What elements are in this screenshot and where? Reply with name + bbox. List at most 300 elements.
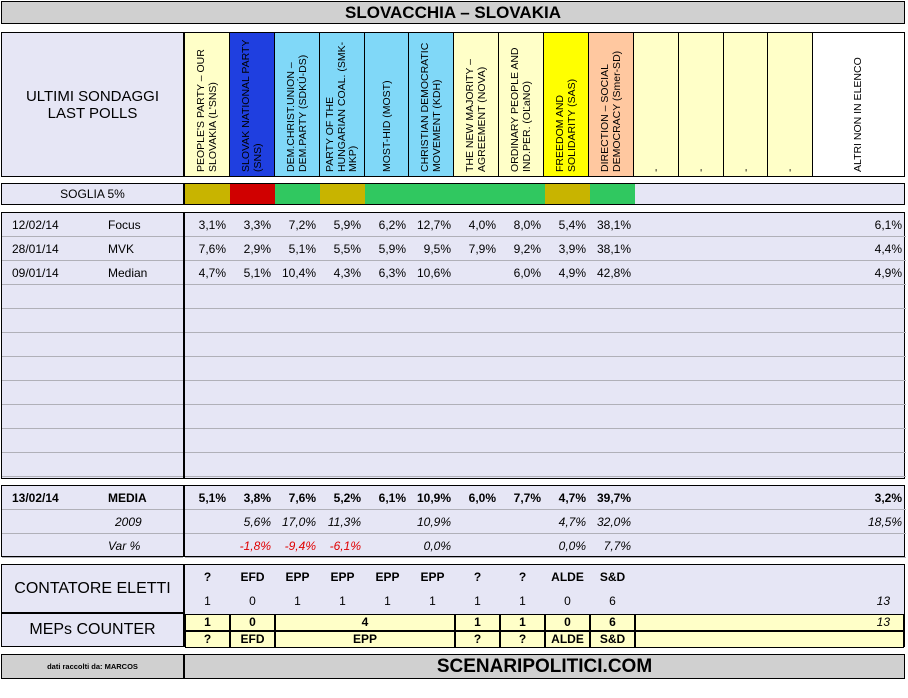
counter-merged_seats-cell: 6: [590, 614, 635, 631]
party-name: THE NEW MAJORITY – AGREEMENT (NOVA): [464, 59, 488, 172]
empty-cell: [320, 429, 365, 453]
poll-cell: [455, 261, 500, 285]
empty-row-label: [2, 381, 183, 405]
empty-cell: [770, 405, 815, 429]
party-name: PARTY OF THE HUNGARIAN COAL. (SMK-MKP): [323, 41, 359, 172]
counter-total: 13: [876, 594, 890, 608]
empty-row-label: [2, 333, 183, 357]
empty-cell: [635, 405, 680, 429]
empty-cell: [500, 309, 545, 333]
party-name: SLOVAK NATIONAL PARTY (SNS): [239, 39, 264, 172]
poll-cell: 5,9%: [365, 237, 410, 261]
empty-cell: [635, 381, 680, 405]
media-row-cell: [770, 486, 815, 510]
party-header-14: [813, 33, 904, 176]
threshold-label-box: [1, 183, 184, 205]
empty-cell: [770, 309, 815, 333]
party-name: ORDINARY PEOPLE AND IND.PER. (OĽaNO): [509, 47, 533, 172]
counter-rest: [635, 631, 904, 648]
counter-groups-cell: EPP: [375, 570, 400, 584]
empty-row-label: [2, 309, 183, 333]
counter-label-1-box: [1, 564, 184, 613]
empty-cell: [680, 357, 725, 381]
empty-cell: [410, 285, 455, 309]
empty-cell: [545, 285, 590, 309]
header-left: [1, 32, 184, 177]
poll-row-label: [2, 213, 183, 237]
empty-cell: [365, 357, 410, 381]
empty-cell: [410, 309, 455, 333]
var-row-cell: 0,0%: [410, 534, 455, 558]
counter-merged_seats-cell: 1: [500, 614, 545, 631]
poll-cell: [770, 237, 815, 261]
poll-cell: [635, 213, 680, 237]
empty-cell: [635, 333, 680, 357]
poll-source: Focus: [108, 218, 141, 232]
empty-cell: [770, 285, 815, 309]
party-header-9: [589, 33, 634, 176]
counter-merged_groups-cell: ALDE: [545, 631, 590, 648]
empty-cell: [635, 429, 680, 453]
poll-cell: 7,2%: [275, 213, 320, 237]
var-row-cell: [365, 534, 410, 558]
media-row-cell: [635, 486, 680, 510]
threshold-label: SOGLIA 5%: [60, 187, 125, 201]
counter-merged_groups-cell: S&D: [590, 631, 635, 648]
footer-credit: dati raccolti da: MARCOS: [47, 662, 138, 671]
poll-row-label: [2, 237, 183, 261]
empty-cell: [680, 333, 725, 357]
counter-merged_seats-cell: 0: [545, 614, 590, 631]
empty-cell: [185, 285, 230, 309]
empty-cell: [410, 405, 455, 429]
party-header-0: [185, 33, 230, 176]
empty-cell: [275, 357, 320, 381]
empty-cell: [725, 285, 770, 309]
poll-cell: [725, 237, 770, 261]
var-row-cell: -9,4%: [275, 534, 320, 558]
footer-credit-box: [1, 654, 184, 679]
threshold-cell-7: [500, 184, 545, 204]
poll-cell: [680, 213, 725, 237]
empty-cell: [725, 381, 770, 405]
prev-row-text: 2009: [115, 515, 142, 529]
party-name: -: [694, 168, 707, 172]
empty-cell: [320, 357, 365, 381]
empty-cell: [230, 453, 275, 477]
empty-cell: [545, 357, 590, 381]
prev-row-cell: 10,9%: [410, 510, 455, 534]
empty-cell: [230, 405, 275, 429]
party-header-13: [768, 33, 813, 176]
empty-cell: [680, 381, 725, 405]
empty-cell: [275, 309, 320, 333]
party-header-1: [230, 33, 275, 176]
empty-cell: [500, 453, 545, 477]
poll-cell: 4,0%: [455, 213, 500, 237]
threshold-cell-6: [455, 184, 500, 204]
poll-cell: 9,2%: [500, 237, 545, 261]
empty-cell: [680, 453, 725, 477]
threshold-row: [184, 183, 905, 205]
counter-groups-cell: ?: [518, 570, 527, 584]
counter-right: [184, 564, 905, 647]
poll-source: Median: [108, 266, 148, 280]
counter-label-2-box: [1, 613, 184, 647]
var-row-cell: [455, 534, 500, 558]
empty-cell: [455, 381, 500, 405]
empty-cell: [230, 357, 275, 381]
threshold-cell-3: [320, 184, 365, 204]
prev-row-cell: 4,7%: [545, 510, 590, 534]
empty-cell: [770, 453, 815, 477]
empty-cell: [410, 429, 455, 453]
empty-row-label: [2, 357, 183, 381]
counter-seats-cell: 1: [339, 594, 346, 608]
header-line1: ULTIMI SONDAGGI: [25, 87, 160, 105]
threshold-cell-8: [545, 184, 590, 204]
poll-cell: 38,1%: [590, 237, 635, 261]
empty-cell: [725, 453, 770, 477]
media-row-cell: [725, 486, 770, 510]
footer-site: SCENARIPOLITICI.COM: [436, 655, 653, 677]
poll-cell: 5,4%: [545, 213, 590, 237]
empty-cell: [185, 453, 230, 477]
poll-cell: 7,9%: [455, 237, 500, 261]
counter-merged_seats-cell: 1: [455, 614, 500, 631]
header-line2: LAST POLLS: [47, 104, 138, 122]
counter-merged_seats-cell: 4: [275, 614, 455, 631]
counter-merged_seats-cell: 0: [230, 614, 275, 631]
empty-cell: [455, 357, 500, 381]
empty-cell: [815, 309, 906, 333]
counter-rest: [635, 614, 904, 631]
party-name: -: [784, 168, 797, 172]
prev-row-cell: [635, 510, 680, 534]
poll-cell: 4,9%: [815, 261, 906, 285]
prev-row-cell: [680, 510, 725, 534]
var-row-cell: [635, 534, 680, 558]
empty-cell: [275, 285, 320, 309]
empty-cell: [635, 285, 680, 309]
counter-label-2: MEPs COUNTER: [29, 621, 156, 638]
counter-seats-cell: 1: [294, 594, 301, 608]
var-row-cell: 0,0%: [545, 534, 590, 558]
empty-cell: [725, 357, 770, 381]
empty-cell: [770, 381, 815, 405]
empty-cell: [590, 285, 635, 309]
empty-cell: [365, 309, 410, 333]
empty-cell: [725, 309, 770, 333]
media-date: 13/02/14: [12, 491, 59, 505]
party-header-4: [365, 33, 410, 176]
empty-cell: [455, 405, 500, 429]
poll-cell: 5,5%: [320, 237, 365, 261]
empty-cell: [230, 429, 275, 453]
empty-cell: [815, 357, 906, 381]
empty-cell: [545, 333, 590, 357]
party-name: -: [649, 168, 662, 172]
counter-groups-cell: EPP: [420, 570, 445, 584]
poll-cell: 6,3%: [365, 261, 410, 285]
poll-cell: 10,4%: [275, 261, 320, 285]
poll-date: 09/01/14: [12, 266, 59, 280]
empty-cell: [365, 453, 410, 477]
counter-merged_groups-cell: EPP: [275, 631, 455, 648]
counter-groups-cell: ?: [473, 570, 482, 584]
counter-groups-cell: EPP: [285, 570, 310, 584]
polls-left: [1, 212, 184, 479]
empty-cell: [725, 405, 770, 429]
empty-cell: [230, 285, 275, 309]
counter-merged_seats-cell: 1: [185, 614, 230, 631]
empty-cell: [230, 309, 275, 333]
party-name: ALTRI NON IN ELENCO: [852, 57, 864, 172]
party-header-2: [275, 33, 320, 176]
empty-cell: [545, 381, 590, 405]
summary-right: [184, 485, 905, 557]
empty-cell: [680, 405, 725, 429]
media-row-cell: 6,1%: [365, 486, 410, 510]
media-label: MEDIA: [108, 491, 147, 505]
empty-cell: [320, 285, 365, 309]
media-row-cell: [680, 486, 725, 510]
poll-cell: 38,1%: [590, 213, 635, 237]
empty-cell: [545, 429, 590, 453]
party-name: DEM.CHRIST.UNION – DEM.PARTY (SDKÚ-DS): [284, 54, 309, 172]
media-row-cell: 6,0%: [455, 486, 500, 510]
threshold-cell-4: [365, 184, 410, 204]
prev-row-cell: [500, 510, 545, 534]
prev-row-cell: 18,5%: [815, 510, 906, 534]
empty-cell: [545, 453, 590, 477]
var-row-cell: -1,8%: [230, 534, 275, 558]
counter-seats-cell: 0: [564, 594, 571, 608]
counter-merged_groups-cell: ?: [185, 631, 230, 648]
empty-cell: [635, 357, 680, 381]
empty-cell: [590, 333, 635, 357]
page-title: SLOVACCHIA – SLOVAKIA: [345, 2, 561, 22]
empty-cell: [680, 285, 725, 309]
poll-cell: 5,1%: [230, 261, 275, 285]
threshold-cell-1: [230, 184, 275, 204]
counter-seats-cell: 1: [429, 594, 436, 608]
var-row-cell: [725, 534, 770, 558]
empty-cell: [500, 405, 545, 429]
empty-cell: [500, 357, 545, 381]
var-row-cell: -6,1%: [320, 534, 365, 558]
counter-seats-cell: 1: [204, 594, 211, 608]
empty-cell: [680, 429, 725, 453]
empty-cell: [320, 453, 365, 477]
empty-cell: [725, 429, 770, 453]
poll-source: MVK: [108, 242, 135, 256]
prev-row-cell: [365, 510, 410, 534]
empty-cell: [815, 381, 906, 405]
party-header-11: [679, 33, 724, 176]
empty-cell: [815, 405, 906, 429]
empty-cell: [590, 429, 635, 453]
threshold-cell-5: [410, 184, 455, 204]
poll-cell: [635, 261, 680, 285]
party-name: -: [739, 168, 752, 172]
prev-row-cell: 32,0%: [590, 510, 635, 534]
empty-cell: [410, 333, 455, 357]
empty-cell: [500, 381, 545, 405]
empty-row-label: [2, 285, 183, 309]
poll-cell: [680, 237, 725, 261]
counter-groups-cell: EFD: [240, 570, 265, 584]
empty-cell: [275, 333, 320, 357]
party-name: PEOPLE'S PARTY – OUR SLOVAKIA (L'SNS): [195, 49, 219, 172]
empty-cell: [455, 453, 500, 477]
empty-cell: [590, 357, 635, 381]
empty-cell: [590, 309, 635, 333]
poll-cell: 3,3%: [230, 213, 275, 237]
party-headers: [184, 32, 905, 177]
polls-right: [184, 212, 905, 479]
empty-cell: [500, 429, 545, 453]
poll-cell: 6,1%: [815, 213, 906, 237]
empty-row-label: [2, 453, 183, 477]
empty-cell: [455, 285, 500, 309]
poll-cell: [725, 213, 770, 237]
empty-cell: [410, 357, 455, 381]
empty-cell: [635, 453, 680, 477]
empty-cell: [770, 357, 815, 381]
counter-seats-cell: 6: [609, 594, 616, 608]
poll-cell: [770, 213, 815, 237]
var-row-text: Var %: [108, 539, 141, 553]
empty-cell: [365, 405, 410, 429]
party-name: CHRISTIAN DEMOCRATIC MOVEMENT (KDH): [419, 42, 443, 172]
counter-merged_groups-cell: EFD: [230, 631, 275, 648]
empty-cell: [365, 333, 410, 357]
empty-cell: [590, 381, 635, 405]
var-row-cell: [815, 534, 906, 558]
poll-cell: 6,0%: [500, 261, 545, 285]
poll-cell: 4,4%: [815, 237, 906, 261]
empty-cell: [410, 453, 455, 477]
party-header-3: [320, 33, 365, 176]
poll-cell: 3,1%: [185, 213, 230, 237]
empty-cell: [590, 453, 635, 477]
media-row-label: [2, 486, 183, 510]
empty-cell: [275, 429, 320, 453]
media-row-cell: 39,7%: [590, 486, 635, 510]
poll-cell: 42,8%: [590, 261, 635, 285]
counter-groups-cell: ALDE: [551, 570, 584, 584]
prev-row-cell: [185, 510, 230, 534]
counter-seats-cell: 1: [474, 594, 481, 608]
poll-cell: 12,7%: [410, 213, 455, 237]
var-row-cell: [680, 534, 725, 558]
counter-total-2: 13: [876, 615, 890, 629]
empty-cell: [320, 381, 365, 405]
empty-cell: [185, 429, 230, 453]
empty-cell: [770, 333, 815, 357]
poll-cell: 7,6%: [185, 237, 230, 261]
empty-cell: [815, 333, 906, 357]
empty-cell: [815, 429, 906, 453]
counter-merged_groups-cell: ?: [500, 631, 545, 648]
poll-cell: [725, 261, 770, 285]
empty-cell: [275, 381, 320, 405]
poll-cell: 2,9%: [230, 237, 275, 261]
title-bar: [1, 1, 905, 24]
poll-date: 12/02/14: [12, 218, 59, 232]
var-row-cell: [500, 534, 545, 558]
empty-cell: [590, 405, 635, 429]
media-row-cell: 10,9%: [410, 486, 455, 510]
media-row-cell: 7,7%: [500, 486, 545, 510]
poll-date: 28/01/14: [12, 242, 59, 256]
empty-row-label: [2, 429, 183, 453]
empty-cell: [275, 405, 320, 429]
empty-cell: [185, 405, 230, 429]
poll-cell: 4,3%: [320, 261, 365, 285]
party-header-5: [409, 33, 454, 176]
prev-row-cell: 17,0%: [275, 510, 320, 534]
media-row-cell: 5,1%: [185, 486, 230, 510]
empty-cell: [815, 453, 906, 477]
prev-row-cell: [725, 510, 770, 534]
media-row-cell: 5,2%: [320, 486, 365, 510]
poll-cell: 4,9%: [545, 261, 590, 285]
empty-cell: [545, 405, 590, 429]
empty-cell: [545, 309, 590, 333]
counter-groups-cell: ?: [203, 570, 212, 584]
empty-cell: [185, 381, 230, 405]
poll-cell: 3,9%: [545, 237, 590, 261]
summary-left: [1, 485, 184, 557]
var-row-cell: [770, 534, 815, 558]
empty-cell: [725, 333, 770, 357]
party-name: MOST-HID (MOST): [380, 80, 393, 172]
empty-cell: [635, 309, 680, 333]
poll-cell: [680, 261, 725, 285]
prev-row-label: [2, 510, 183, 534]
prev-row-cell: 11,3%: [320, 510, 365, 534]
party-header-8: [544, 33, 589, 176]
var-row-cell: [185, 534, 230, 558]
empty-cell: [365, 285, 410, 309]
counter-groups-cell: EPP: [330, 570, 355, 584]
empty-cell: [455, 333, 500, 357]
party-header-12: [724, 33, 769, 176]
empty-cell: [770, 429, 815, 453]
counter-seats-cell: 0: [249, 594, 256, 608]
empty-row-label: [2, 405, 183, 429]
party-header-7: [499, 33, 544, 176]
counter-seats-cell: 1: [384, 594, 391, 608]
empty-cell: [275, 453, 320, 477]
prev-row-cell: 5,6%: [230, 510, 275, 534]
empty-cell: [680, 309, 725, 333]
empty-cell: [365, 429, 410, 453]
empty-cell: [185, 333, 230, 357]
poll-cell: 4,7%: [185, 261, 230, 285]
empty-cell: [320, 309, 365, 333]
empty-cell: [500, 333, 545, 357]
prev-row-cell: [455, 510, 500, 534]
empty-cell: [230, 333, 275, 357]
poll-cell: 5,9%: [320, 213, 365, 237]
empty-cell: [455, 309, 500, 333]
counter-seats-cell: 1: [519, 594, 526, 608]
threshold-cell-9: [590, 184, 635, 204]
empty-cell: [815, 285, 906, 309]
